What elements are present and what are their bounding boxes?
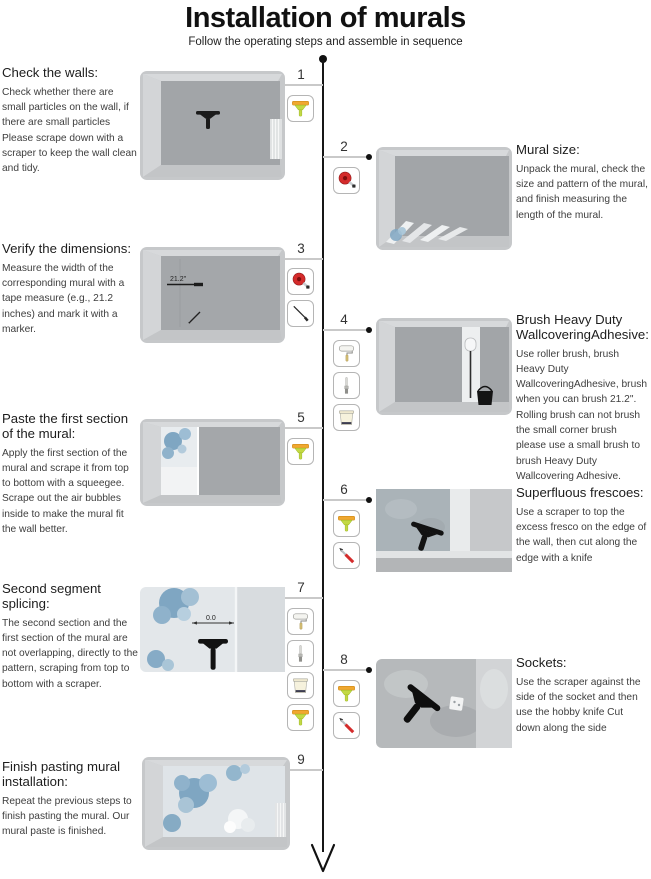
step-2-heading: Mural size: bbox=[516, 142, 580, 157]
step-5-tick bbox=[283, 427, 323, 429]
step-8-dot bbox=[366, 667, 372, 673]
tape-measure-icon bbox=[287, 268, 314, 295]
marker-pen-icon bbox=[287, 300, 314, 327]
step-5-heading: Paste the first section of the mural: bbox=[2, 411, 129, 441]
step-4-heading: Brush Heavy Duty WallcoveringAdhesive: bbox=[516, 312, 649, 342]
squeegee-icon bbox=[287, 438, 314, 465]
step-4-text bbox=[516, 313, 649, 484]
dimension-label: 21.2" bbox=[170, 276, 187, 283]
step-4-tools bbox=[333, 340, 360, 431]
step-6-tick bbox=[323, 499, 369, 501]
step-8-number: 8 bbox=[340, 652, 348, 667]
squeegee-icon bbox=[287, 95, 314, 122]
timeline-arrow-down-icon bbox=[309, 843, 337, 875]
timeline bbox=[322, 60, 324, 852]
step-6-heading: Superfluous frescoes: bbox=[516, 485, 644, 500]
step-1-number: 1 bbox=[297, 67, 305, 82]
step-1-tick bbox=[283, 84, 323, 86]
step-5-body: Apply the first section of the mural and scrape it from top to bottom with a squeegee. Scrape out the air bubbles inside to make the mural fit the wall better. bbox=[2, 447, 129, 536]
step-4-tick bbox=[323, 329, 369, 331]
page-subtitle: Follow the operating steps and assemble in sequence bbox=[188, 36, 463, 48]
wall-socket bbox=[449, 696, 464, 711]
step-7-text bbox=[2, 582, 139, 692]
adhesive-bucket-icon bbox=[287, 672, 314, 699]
step-8-heading: Sockets: bbox=[516, 655, 567, 670]
step-2-tools bbox=[333, 167, 360, 194]
step-3-body: Measure the width of the corresponding mural with a tape measure (e.g., 21.2 inches) and mark it with a marker. bbox=[2, 262, 125, 335]
step-5-number: 5 bbox=[297, 410, 305, 425]
step-9-body: Repeat the previous steps to finish pasting the mural. Our mural paste is finished. bbox=[2, 795, 132, 838]
step-1-body: Check whether there are small particles on the wall, if there are small particles Please scrape down with a scraper to keep the wall clean and tidy. bbox=[2, 86, 137, 175]
step-1-text bbox=[2, 66, 137, 177]
step-2-illustration bbox=[376, 147, 512, 250]
squeegee-icon bbox=[333, 680, 360, 707]
step-2-text bbox=[516, 143, 649, 223]
step-2-tick bbox=[323, 156, 369, 158]
first-mural-strip bbox=[161, 427, 199, 495]
step-6-illustration bbox=[376, 489, 512, 572]
step-8-illustration bbox=[376, 659, 512, 748]
step-7-illustration bbox=[140, 587, 285, 672]
step-8-text bbox=[516, 656, 649, 736]
step-1-heading: Check the walls: bbox=[2, 65, 99, 80]
adhesive-bucket-icon bbox=[333, 404, 360, 431]
step-3-illustration bbox=[140, 247, 285, 343]
radiator bbox=[275, 803, 286, 837]
step-7-heading: Second segment splicing: bbox=[2, 581, 101, 611]
utility-knife-icon bbox=[333, 712, 360, 739]
step-4-body: Use roller brush, brush Heavy Duty WallcoveringAdhesive, brush when you can brush 21.2". Rolling brush can not brush the small corner brush please use a small brush to brush Heavy Duty Wallcovering Adhesive. bbox=[516, 348, 647, 482]
step-7-number: 7 bbox=[297, 580, 305, 595]
step-3-text bbox=[2, 242, 139, 337]
step-9-text bbox=[2, 760, 139, 839]
paint-roller-icon bbox=[333, 340, 360, 367]
splice-gap-label: 0.0 bbox=[206, 615, 216, 622]
step-4-dot bbox=[366, 327, 372, 333]
radiator bbox=[270, 119, 282, 159]
step-9-number: 9 bbox=[297, 752, 305, 767]
step-8-tick bbox=[323, 669, 369, 671]
small-brush-icon bbox=[287, 640, 314, 667]
step-7-tick bbox=[283, 597, 323, 599]
utility-knife-icon bbox=[333, 542, 360, 569]
step-5-text bbox=[2, 412, 139, 537]
step-9-illustration bbox=[142, 757, 290, 850]
step-8-body: Use the scraper against the side of the socket and then use the hobby knife Cut down along the side bbox=[516, 676, 641, 734]
step-5-tools bbox=[287, 438, 314, 465]
tape-measure-icon bbox=[333, 167, 360, 194]
step-1-tools bbox=[287, 95, 314, 122]
step-3-heading: Verify the dimensions: bbox=[2, 241, 132, 256]
step-6-dot bbox=[366, 497, 372, 503]
step-1-illustration bbox=[140, 71, 285, 180]
step-2-number: 2 bbox=[340, 139, 348, 154]
step-8-tools bbox=[333, 680, 360, 739]
step-5-illustration bbox=[140, 419, 285, 506]
step-6-tools bbox=[333, 510, 360, 569]
squeegee-icon bbox=[287, 704, 314, 731]
step-6-text bbox=[516, 486, 649, 566]
step-6-number: 6 bbox=[340, 482, 348, 497]
small-brush-icon bbox=[333, 372, 360, 399]
step-7-body: The second section and the first section of the mural are not overlapping, directly to the pattern, scraping from top to bottom with a scraper. bbox=[2, 617, 138, 690]
step-3-tools bbox=[287, 268, 314, 327]
step-2-body: Unpack the mural, check the size and pattern of the mural, and finish measuring the length of the mural. bbox=[516, 163, 648, 221]
squeegee-icon bbox=[333, 510, 360, 537]
step-4-illustration bbox=[376, 318, 512, 415]
step-3-number: 3 bbox=[297, 241, 305, 256]
step-2-dot bbox=[366, 154, 372, 160]
step-4-number: 4 bbox=[340, 312, 348, 327]
paint-roller-icon bbox=[287, 608, 314, 635]
step-9-heading: Finish pasting mural installation: bbox=[2, 759, 121, 789]
step-7-tools bbox=[287, 608, 314, 731]
step-3-tick bbox=[283, 258, 323, 260]
page-title: Installation of murals bbox=[185, 2, 466, 34]
step-6-body: Use a scraper to top the excess fresco on the edge of the wall, then cut along the edge with a knife bbox=[516, 506, 647, 564]
